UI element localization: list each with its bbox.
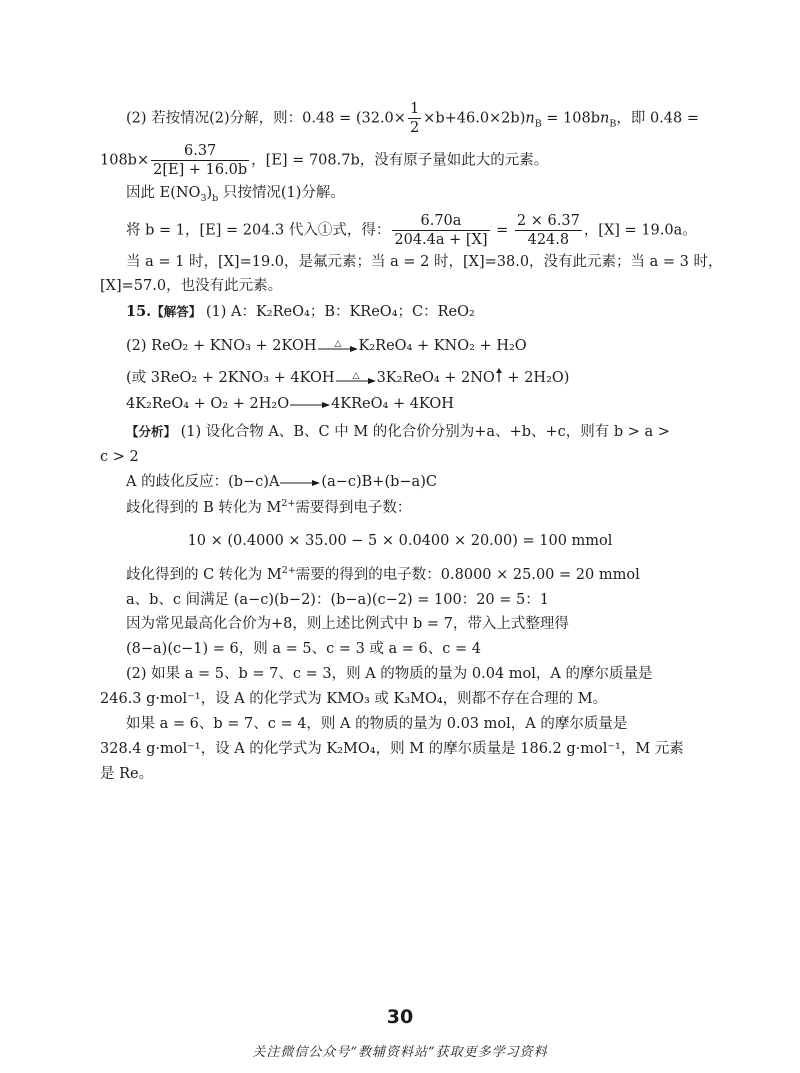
part2-line2: 108b× $\frac{6.37}{2[E] + 16.0b}$ ，[E] = 708.7b，没有原子量如此大的元素。	[100, 143, 549, 178]
question-number: 15.	[126, 303, 152, 320]
footer-note: 关注微信公众号“教辅资料站”获取更多学习资料	[252, 1045, 548, 1060]
part2a-line2: 246.3 g·mol⁻¹，设 A 的化学式为 KMO₃ 或 K₃MO₄，则都不存在合理的 M。	[100, 691, 608, 707]
heat-arrow-icon	[318, 339, 358, 353]
fraction-half: $\frac{1}{2}$	[409, 101, 420, 136]
analysis-line2: c > 2	[100, 449, 139, 465]
disproportionation-line: A 的歧化反应：(b−c)A (a−c)B+(b−a)C	[126, 474, 437, 490]
fraction-x1: $\frac{6.70a}{204.4a + [X]}$	[394, 213, 488, 248]
reaction-arrow-icon	[290, 397, 330, 411]
equation-3: 4K₂ReO₄ + O₂ + 2H₂O 4KReO₄ + 4KOH	[126, 396, 454, 412]
part2a-line1: (2) 如果 a = 5、b = 7、c = 3，则 A 的物质的量为 0.04 mol，A 的摩尔质量是	[126, 666, 653, 682]
svg-text:△: △	[352, 371, 360, 381]
fraction-x2: $\frac{2 \times 6.37}{424.8}$	[516, 213, 580, 248]
page-number: 30	[386, 1006, 414, 1028]
reaction-arrow-icon	[280, 475, 320, 489]
svg-text:△: △	[334, 339, 341, 349]
electron-calc-line: 10 × (0.4000 × 35.00 − 5 × 0.0400 × 20.00) = 100 mmol	[187, 533, 613, 549]
c-conversion-line: 歧化得到的 C 转化为 $M^{2+}$需要的得到的电子数：0.8000 × 25.00 = 20 mmol	[126, 565, 640, 583]
part2b-line2: 328.4 g·mol⁻¹，设 A 的化学式为 K₂MO₄，则 M 的摩尔质量是 186.2 g·mol⁻¹，M 元素	[100, 741, 684, 757]
therefore-line: 因此 $E(NO_3)_b$ 只按情况(1)分解。	[126, 185, 345, 204]
part2b-line3: 是 Re。	[100, 766, 154, 782]
solve-line: (8−a)(c−1) = 6，则 a = 5、c = 3 或 a = 6、c = 4	[126, 641, 481, 657]
ratio-line: a、b、c 间满足 (a−c)(b−2)：(b−a)(c−2) = 100：20 = 5：1	[126, 592, 549, 608]
gas-up-arrow-icon	[495, 368, 503, 388]
answer-tag: 【解答】	[151, 304, 202, 319]
b-conversion-line: 歧化得到的 B 转化为 $M^{2+}$需要得到电子数：	[126, 498, 412, 516]
part2b-line1: 如果 a = 6、b = 7、c = 4，则 A 的物质的量为 0.03 mol，A 的摩尔质量是	[126, 716, 628, 732]
heat-arrow-icon	[336, 371, 376, 385]
fraction-e: $\frac{6.37}{2[E] + 16.0b}$	[153, 143, 248, 178]
equation-1: (2) ReO₂ + KNO₃ + 2KOH △ K₂ReO₄ + KNO₂ + H₂O	[126, 338, 527, 354]
part2-text-b: ×b+46.0×2b)	[423, 110, 526, 127]
part2-line1: (2) 若按情况(2)分解，则：0.48 = (32.0× $\frac{1}{2}$ $\times b+46.0\times 2b)n_B = 108bn_B$，即 0.48 =	[126, 101, 699, 136]
analysis-tag: 【分析】	[126, 424, 177, 439]
part2-text-a: (2) 若按情况(2)分解，则：0.48 = (32.0×	[126, 110, 406, 127]
q15-answer-line: 15.【解答】 (1) A：K₂ReO₄；B：KReO₄；C：ReO₂	[126, 303, 475, 320]
max-valence-line: 因为常见最高化合价为+8，则上述比例式中 b = 7，带入上式整理得	[126, 616, 569, 632]
substitution-line: 将 b = 1，[E] = 204.3 代入①式，得： $\frac{6.70a}{204.4a + [X]}$ = $\frac{2 \times 6.37}{424.8}$ ，[X] = 19.0a。	[126, 213, 697, 248]
cases-line1: 当 a = 1 时，[X]=19.0，是氟元素；当 a = 2 时，[X]=38.0，没有此元素；当 a = 3 时，	[126, 254, 723, 270]
equation-2: (或 3ReO₂ + 2KNO₃ + 4KOH △ 3K₂ReO₄ + 2NO + 2H₂O)	[126, 370, 570, 386]
cases-line2: [X]=57.0，也没有此元素。	[100, 278, 283, 294]
analysis-line1: 【分析】 (1) 设化合物 A、B、C 中 M 的化合价分别为+a、+b、+c，则有 b > a >	[126, 424, 670, 440]
